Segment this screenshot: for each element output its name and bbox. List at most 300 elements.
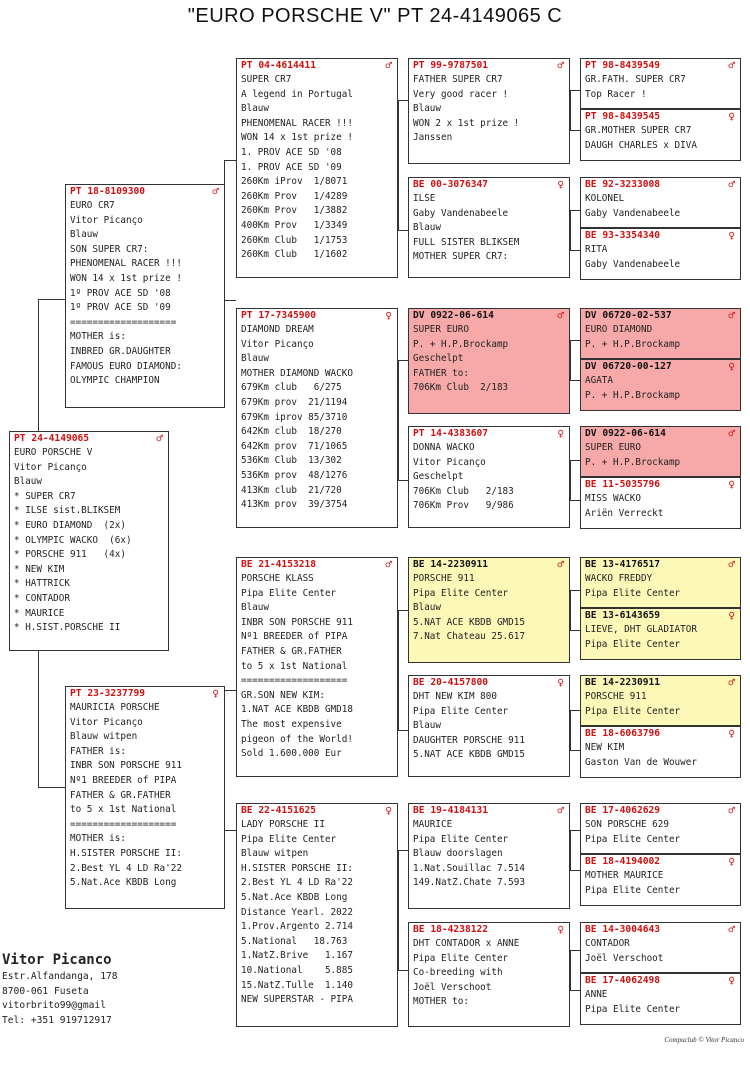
pedigree-line: WON 14 x 1st prize ! bbox=[70, 272, 182, 284]
male-symbol-icon: ♂ bbox=[728, 178, 735, 191]
pedigree-line: Top Racer ! bbox=[585, 88, 647, 100]
connector-line bbox=[570, 630, 580, 631]
pedigree-line: Vitor Picanço bbox=[14, 461, 87, 473]
card-details bbox=[409, 73, 569, 146]
pigeon-name: SUPER CR7 bbox=[241, 74, 292, 85]
male-symbol-icon: ♂ bbox=[557, 804, 564, 817]
pedigree-line: 536Km prov 48/1276 bbox=[241, 469, 348, 481]
card-details bbox=[237, 818, 397, 1008]
pedigree-line: Vitor Picanço bbox=[70, 716, 143, 728]
pigeon-card-dam-dam bbox=[236, 803, 398, 1027]
connector-line bbox=[38, 299, 65, 300]
pedigree-line: 260Km Prov 1/3882 bbox=[241, 205, 348, 217]
pigeon-card-dsd bbox=[408, 675, 570, 777]
pedigree-line: OLYMPIC CHAMPION bbox=[70, 375, 160, 387]
connector-line bbox=[398, 100, 408, 101]
card-header bbox=[581, 110, 740, 124]
pigeon-card-dds bbox=[408, 803, 570, 909]
pedigree-line: pigeon of the World! bbox=[241, 733, 353, 745]
pedigree-line: 7.Nat Chateau 25.617 bbox=[413, 631, 525, 643]
pedigree-line: 5.Nat.Ace KBDB Long bbox=[70, 877, 177, 889]
pigeon-card-sire-sire bbox=[236, 58, 398, 278]
pedigree-line: Joël Verschoot bbox=[585, 952, 664, 964]
pedigree-line: 679Km club 6/275 bbox=[241, 382, 342, 394]
pedigree-line: * EURO DIAMOND (2x) bbox=[14, 519, 126, 531]
pigeon-card-g9 bbox=[580, 557, 741, 608]
pedigree-line: Nº1 BREEDER of PIPA bbox=[241, 631, 348, 643]
pedigree-line: 5.Nat.Ace KBDB Long bbox=[241, 891, 348, 903]
connector-line bbox=[398, 610, 399, 730]
pedigree-line: 260Km Prov 1/4289 bbox=[241, 190, 348, 202]
connector-line bbox=[570, 130, 580, 131]
card-header bbox=[581, 804, 740, 818]
card-header bbox=[237, 59, 397, 73]
card-header bbox=[409, 59, 569, 73]
connector-line bbox=[224, 160, 236, 161]
card-details bbox=[581, 690, 740, 719]
pedigree-line: 5.NAT ACE KBDB GMD15 bbox=[413, 616, 525, 628]
pedigree-line: Gaby Vandenabeele bbox=[413, 207, 509, 219]
pigeon-name: SUPER EURO bbox=[413, 324, 469, 335]
card-header bbox=[10, 432, 168, 446]
connector-line bbox=[570, 750, 580, 751]
connector-line bbox=[570, 460, 571, 500]
pigeon-name: MAURICE bbox=[413, 819, 453, 830]
ring-number: BE 21-4153218 bbox=[241, 559, 317, 570]
ring-number: DV 06720-00-127 bbox=[585, 361, 672, 372]
owner-name: Vitor Picanco bbox=[2, 952, 112, 968]
pedigree-line: =================== bbox=[241, 675, 348, 687]
pedigree-line: * H.SIST.PORSCHE II bbox=[14, 622, 121, 634]
connector-line bbox=[570, 870, 580, 871]
card-header bbox=[581, 855, 740, 869]
card-details bbox=[581, 623, 740, 652]
card-header bbox=[237, 558, 397, 572]
female-symbol-icon: ♀ bbox=[728, 855, 735, 868]
pigeon-card-g11 bbox=[580, 675, 741, 726]
pedigree-line: =================== bbox=[70, 316, 177, 328]
female-symbol-icon: ♀ bbox=[385, 309, 392, 322]
pigeon-card-subject bbox=[9, 431, 169, 651]
pigeon-card-g8 bbox=[580, 477, 741, 529]
card-header bbox=[66, 185, 224, 199]
connector-line bbox=[570, 710, 571, 750]
pedigree-line: 413Km club 21/720 bbox=[241, 484, 342, 496]
pigeon-name: KOLONEL bbox=[585, 193, 625, 204]
ring-number: BE 17-4062629 bbox=[585, 805, 661, 816]
connector-line bbox=[570, 210, 580, 211]
pedigree-line: MOTHER DIAMOND WACKO bbox=[241, 367, 353, 379]
pigeon-name: ILSE bbox=[413, 193, 436, 204]
ring-number: PT 98-8439545 bbox=[585, 111, 661, 122]
pedigree-line: Gaby Vandenabeele bbox=[585, 258, 681, 270]
pigeon-card-g7 bbox=[580, 426, 741, 477]
ring-number: PT 18-8109300 bbox=[70, 186, 146, 197]
male-symbol-icon: ♂ bbox=[728, 558, 735, 571]
card-header bbox=[409, 676, 569, 690]
pedigree-line: MOTHER is: bbox=[70, 833, 126, 845]
pedigree-line: INBRED GR.DAUGHTER bbox=[70, 345, 171, 357]
connector-line bbox=[224, 830, 236, 831]
connector-line bbox=[570, 590, 580, 591]
card-header bbox=[237, 804, 397, 818]
card-details bbox=[581, 492, 740, 521]
pedigree-title: "EURO PORSCHE V" PT 24-4149065 C bbox=[187, 5, 563, 27]
pigeon-name: WACKO FREDDY bbox=[585, 573, 653, 584]
card-details bbox=[581, 741, 740, 770]
pedigree-line: Blauw bbox=[413, 103, 441, 115]
pedigree-line: 260Km Club 1/1753 bbox=[241, 234, 348, 246]
pedigree-line: Blauw bbox=[241, 103, 269, 115]
pedigree-line: Pipa Elite Center bbox=[413, 833, 509, 845]
pedigree-line: FATHER to: bbox=[413, 367, 469, 379]
pedigree-line: PHENOMENAL RACER !!! bbox=[70, 258, 182, 270]
pedigree-line: Blauw bbox=[413, 222, 441, 234]
pedigree-line: Blauw bbox=[413, 602, 441, 614]
pedigree-line: Blauw doorslagen bbox=[413, 848, 503, 860]
pedigree-line: Pipa Elite Center bbox=[585, 705, 681, 717]
male-symbol-icon: ♂ bbox=[156, 432, 163, 445]
pigeon-card-g5 bbox=[580, 308, 741, 359]
connector-line bbox=[570, 90, 571, 130]
pedigree-line: 1.Prov.Argento 2.714 bbox=[241, 921, 353, 933]
pedigree-line: Blauw bbox=[14, 476, 42, 488]
pigeon-name: NEW KIM bbox=[585, 742, 625, 753]
card-header bbox=[581, 974, 740, 988]
card-header bbox=[581, 923, 740, 937]
card-header bbox=[237, 309, 397, 323]
pedigree-line: Vitor Picanço bbox=[241, 338, 314, 350]
pedigree-line: Blauw witpen bbox=[241, 848, 309, 860]
pedigree-line: 679Km iprov 85/3710 bbox=[241, 411, 348, 423]
pigeon-name: GR.FATH. SUPER CR7 bbox=[585, 74, 686, 85]
pedigree-line: 260Km Club 1/1602 bbox=[241, 249, 348, 261]
ring-number: BE 11-5035796 bbox=[585, 479, 661, 490]
pedigree-line: 1. PROV ACE SD '09 bbox=[241, 161, 342, 173]
pedigree-line: * CONTADOR bbox=[14, 592, 70, 604]
ring-number: BE 18-4194002 bbox=[585, 856, 661, 867]
card-details bbox=[66, 199, 224, 389]
pedigree-line: Pipa Elite Center bbox=[413, 952, 509, 964]
pedigree-line: Ariën Verreckt bbox=[585, 507, 664, 519]
pedigree-line: 706Km Prov 9/986 bbox=[413, 500, 514, 512]
pedigree-line: FULL SISTER BLIKSEM bbox=[413, 236, 520, 248]
pedigree-line: * PORSCHE 911 (4x) bbox=[14, 549, 126, 561]
ring-number: BE 17-4062498 bbox=[585, 975, 661, 986]
card-details bbox=[409, 572, 569, 645]
pedigree-line: 1.Nat.Souillac 7.514 bbox=[413, 862, 525, 874]
card-details bbox=[10, 446, 168, 636]
pedigree-line: WON 2 x 1st prize ! bbox=[413, 117, 520, 129]
card-header bbox=[581, 309, 740, 323]
pedigree-line: Nº1 BREEDER of PIPA bbox=[70, 774, 177, 786]
pigeon-card-g1 bbox=[580, 58, 741, 109]
pedigree-line: =================== bbox=[70, 818, 177, 830]
pedigree-line: 5.National 18.763 bbox=[241, 935, 348, 947]
owner-postcode: 8700-061 Fuseta bbox=[2, 985, 89, 997]
ring-number: BE 00-3076347 bbox=[413, 179, 489, 190]
pigeon-name: RITA bbox=[585, 244, 608, 255]
male-symbol-icon: ♂ bbox=[728, 59, 735, 72]
pedigree-line: 679Km prov 21/1194 bbox=[241, 396, 348, 408]
male-symbol-icon: ♂ bbox=[728, 309, 735, 322]
pigeon-card-ddd bbox=[408, 922, 570, 1027]
connector-line bbox=[570, 90, 580, 91]
pedigree-line: Gaston Van de Wouwer bbox=[585, 756, 697, 768]
card-details bbox=[409, 690, 569, 763]
female-symbol-icon: ♀ bbox=[557, 676, 564, 689]
pigeon-card-g15 bbox=[580, 922, 741, 973]
pedigree-line: DAUGHTER PORSCHE 911 bbox=[413, 734, 525, 746]
connector-line bbox=[224, 690, 236, 691]
owner-address: Estr.Alfandanga, 178 bbox=[2, 971, 118, 982]
card-details bbox=[581, 192, 740, 221]
pedigree-line: 642Km club 18/270 bbox=[241, 426, 342, 438]
pedigree-line: Pipa Elite Center bbox=[241, 587, 337, 599]
male-symbol-icon: ♂ bbox=[728, 427, 735, 440]
female-symbol-icon: ♀ bbox=[557, 178, 564, 191]
connector-line bbox=[398, 850, 408, 851]
pigeon-name: MOTHER MAURICE bbox=[585, 870, 664, 881]
connector-line bbox=[38, 787, 65, 788]
ring-number: BE 13-4176517 bbox=[585, 559, 661, 570]
card-header bbox=[66, 687, 224, 701]
pigeon-card-g3 bbox=[580, 177, 741, 228]
pedigree-line: to 5 x 1st National bbox=[241, 660, 348, 672]
pedigree-line: to 5 x 1st National bbox=[70, 804, 177, 816]
ring-number: BE 92-3233008 bbox=[585, 179, 661, 190]
card-header bbox=[409, 804, 569, 818]
pedigree-line: 706Km Club 2/183 bbox=[413, 485, 514, 497]
female-symbol-icon: ♀ bbox=[728, 974, 735, 987]
card-header bbox=[581, 676, 740, 690]
pedigree-line: * MAURICE bbox=[14, 607, 65, 619]
pedigree-line: 400Km Prov 1/3349 bbox=[241, 219, 348, 231]
connector-line bbox=[570, 250, 580, 251]
male-symbol-icon: ♂ bbox=[557, 59, 564, 72]
pedigree-line: WON 14 x 1st prize ! bbox=[241, 132, 353, 144]
card-header bbox=[409, 558, 569, 572]
pigeon-name: EURO CR7 bbox=[70, 200, 115, 211]
pigeon-card-sss bbox=[408, 58, 570, 164]
card-details bbox=[581, 937, 740, 966]
male-symbol-icon: ♂ bbox=[728, 923, 735, 936]
ring-number: BE 13-6143659 bbox=[585, 610, 661, 621]
pigeon-card-dam bbox=[65, 686, 225, 909]
ring-number: BE 93-3354340 bbox=[585, 230, 661, 241]
card-details bbox=[237, 572, 397, 762]
ring-number: DV 06720-02-537 bbox=[585, 310, 672, 321]
pedigree-line: 5.NAT ACE KBDB GMD15 bbox=[413, 749, 525, 761]
pigeon-card-sds bbox=[408, 308, 570, 414]
card-details bbox=[581, 124, 740, 153]
female-symbol-icon: ♀ bbox=[728, 110, 735, 123]
connector-line bbox=[570, 380, 580, 381]
pedigree-line: 1º PROV ACE SD '09 bbox=[70, 302, 171, 314]
card-details bbox=[581, 323, 740, 352]
connector-line bbox=[38, 299, 39, 431]
pedigree-line: H.SISTER PORSCHE II: bbox=[241, 862, 353, 874]
pedigree-line: 260Km iProv 1/8071 bbox=[241, 176, 348, 188]
card-header bbox=[581, 478, 740, 492]
pedigree-line: Pipa Elite Center bbox=[585, 587, 681, 599]
pigeon-name: LIEVE, DHT GLADIATOR bbox=[585, 624, 697, 635]
pigeon-name: EURO DIAMOND bbox=[585, 324, 653, 335]
connector-line bbox=[570, 210, 571, 250]
pedigree-line: 1º PROV ACE SD '08 bbox=[70, 287, 171, 299]
connector-line bbox=[398, 850, 399, 970]
pigeon-card-sire-dam bbox=[236, 308, 398, 528]
pedigree-line: * OLYMPIC WACKO (6x) bbox=[14, 534, 132, 546]
pigeon-name: DONNA WACKO bbox=[413, 442, 475, 453]
connector-line bbox=[570, 590, 571, 630]
pedigree-line: Pipa Elite Center bbox=[241, 833, 337, 845]
pedigree-line: 2.Best YL 4 LD Ra'22 bbox=[70, 862, 182, 874]
owner-phone: Tel: +351 919712917 bbox=[2, 1014, 112, 1026]
ring-number: DV 0922-06-614 bbox=[413, 310, 494, 321]
connector-line bbox=[570, 950, 580, 951]
pedigree-line: Blauw bbox=[241, 353, 269, 365]
card-details bbox=[409, 441, 569, 514]
ring-number: PT 14-4383607 bbox=[413, 428, 489, 439]
card-details bbox=[409, 937, 569, 1010]
card-details bbox=[581, 441, 740, 470]
pedigree-line: 413Km prov 39/3754 bbox=[241, 499, 348, 511]
ring-number: BE 14-2230911 bbox=[585, 677, 661, 688]
pedigree-line: P. + H.P.Brockamp bbox=[413, 338, 509, 350]
pigeon-name: GR.MOTHER SUPER CR7 bbox=[585, 125, 692, 136]
female-symbol-icon: ♀ bbox=[385, 804, 392, 817]
pedigree-line: Blauw bbox=[413, 720, 441, 732]
pedigree-line: FAMOUS EURO DIAMOND: bbox=[70, 360, 182, 372]
pedigree-line: Distance Yearl. 2022 bbox=[241, 906, 353, 918]
pigeon-card-sdd bbox=[408, 426, 570, 528]
pigeon-name: EURO PORSCHE V bbox=[14, 447, 93, 458]
pedigree-line: The most expensive bbox=[241, 718, 342, 730]
connector-line bbox=[38, 651, 39, 787]
connector-line bbox=[398, 730, 408, 731]
pigeon-name: FATHER SUPER CR7 bbox=[413, 74, 503, 85]
card-header bbox=[581, 59, 740, 73]
connector-line bbox=[224, 300, 236, 301]
pedigree-line: 1. PROV ACE SD '08 bbox=[241, 146, 342, 158]
pedigree-line: 1.NatZ.Brive 1.167 bbox=[241, 950, 353, 962]
card-details bbox=[581, 818, 740, 847]
card-details bbox=[581, 374, 740, 403]
connector-line bbox=[570, 340, 571, 380]
ring-number: BE 14-3004643 bbox=[585, 924, 661, 935]
connector-line bbox=[570, 950, 571, 990]
card-details bbox=[581, 73, 740, 102]
connector-line bbox=[398, 360, 408, 361]
pedigree-line: Very good racer ! bbox=[413, 88, 509, 100]
pedigree-line: FATHER & GR.FATHER bbox=[70, 789, 171, 801]
pedigree-line: Pipa Elite Center bbox=[413, 587, 509, 599]
pigeon-card-dam-sire bbox=[236, 557, 398, 777]
pedigree-line: SON SUPER CR7: bbox=[70, 243, 149, 255]
pigeon-name: CONTADOR bbox=[585, 938, 630, 949]
pigeon-card-g13 bbox=[580, 803, 741, 854]
pigeon-card-g6 bbox=[580, 359, 741, 411]
male-symbol-icon: ♂ bbox=[212, 185, 219, 198]
pedigree-line: * SUPER CR7 bbox=[14, 490, 76, 502]
pedigree-line: Pipa Elite Center bbox=[585, 1003, 681, 1015]
card-header bbox=[581, 427, 740, 441]
pigeon-name: DHT CONTADOR x ANNE bbox=[413, 938, 520, 949]
pigeon-name: SUPER EURO bbox=[585, 442, 641, 453]
pedigree-line: 536Km Club 13/302 bbox=[241, 455, 342, 467]
card-header bbox=[409, 923, 569, 937]
card-details bbox=[237, 323, 397, 513]
male-symbol-icon: ♂ bbox=[385, 59, 392, 72]
pigeon-card-g14 bbox=[580, 854, 741, 906]
pigeon-name: DIAMOND DREAM bbox=[241, 324, 314, 335]
connector-line bbox=[570, 830, 580, 831]
pedigree-line: MOTHER is: bbox=[70, 331, 126, 343]
footer-credit: Compuclub © Vitor Picanco bbox=[664, 1036, 744, 1044]
pedigree-line: FATHER & GR.FATHER bbox=[241, 645, 342, 657]
pedigree-line: PHENOMENAL RACER !!! bbox=[241, 117, 353, 129]
pedigree-line: P. + H.P.Brockamp bbox=[585, 389, 681, 401]
male-symbol-icon: ♂ bbox=[728, 676, 735, 689]
card-details bbox=[581, 869, 740, 898]
pigeon-name: PORSCHE KLASS bbox=[241, 573, 314, 584]
pigeon-name: AGATA bbox=[585, 375, 613, 386]
pigeon-card-dss bbox=[408, 557, 570, 663]
card-header bbox=[409, 178, 569, 192]
ring-number: BE 22-4151625 bbox=[241, 805, 317, 816]
pigeon-card-ssd bbox=[408, 177, 570, 278]
pigeon-name: MAURICIA PORSCHE bbox=[70, 702, 160, 713]
female-symbol-icon: ♀ bbox=[212, 687, 219, 700]
pedigree-line: Blauw bbox=[70, 229, 98, 241]
pedigree-line: * ILSE sist.BLIKSEM bbox=[14, 505, 121, 517]
female-symbol-icon: ♀ bbox=[728, 478, 735, 491]
ring-number: BE 18-6063796 bbox=[585, 728, 661, 739]
pigeon-card-g16 bbox=[580, 973, 741, 1025]
connector-line bbox=[570, 340, 580, 341]
owner-block bbox=[2, 952, 118, 1028]
pedigree-line: INBR SON PORSCHE 911 bbox=[70, 760, 182, 772]
ring-number: PT 24-4149065 bbox=[14, 433, 90, 444]
card-header bbox=[581, 609, 740, 623]
ring-number: BE 19-4184131 bbox=[413, 805, 489, 816]
ring-number: PT 04-4614411 bbox=[241, 60, 317, 71]
card-header bbox=[581, 558, 740, 572]
pedigree-line: INBR SON PORSCHE 911 bbox=[241, 616, 353, 628]
pigeon-name: PORSCHE 911 bbox=[585, 691, 647, 702]
card-header bbox=[409, 427, 569, 441]
pigeon-card-g4 bbox=[580, 228, 741, 280]
pedigree-line: Blauw witpen bbox=[70, 731, 138, 743]
pedigree-line: Vitor Picanço bbox=[413, 456, 486, 468]
card-details bbox=[237, 73, 397, 263]
male-symbol-icon: ♂ bbox=[557, 309, 564, 322]
pedigree-line: Geschelpt bbox=[413, 353, 464, 365]
pedigree-line: P. + H.P.Brockamp bbox=[585, 338, 681, 350]
ring-number: PT 17-7345900 bbox=[241, 310, 317, 321]
pedigree-line: Co-breeding with bbox=[413, 967, 503, 979]
card-header bbox=[581, 178, 740, 192]
ring-number: PT 98-8439549 bbox=[585, 60, 661, 71]
pedigree-line: 10.National 5.885 bbox=[241, 964, 353, 976]
ring-number: PT 23-3237799 bbox=[70, 688, 146, 699]
pedigree-line: Janssen bbox=[413, 132, 453, 144]
pedigree-line: FATHER is: bbox=[70, 745, 126, 757]
pedigree-line: * HATTRICK bbox=[14, 578, 70, 590]
female-symbol-icon: ♀ bbox=[728, 360, 735, 373]
pigeon-card-g2 bbox=[580, 109, 741, 161]
